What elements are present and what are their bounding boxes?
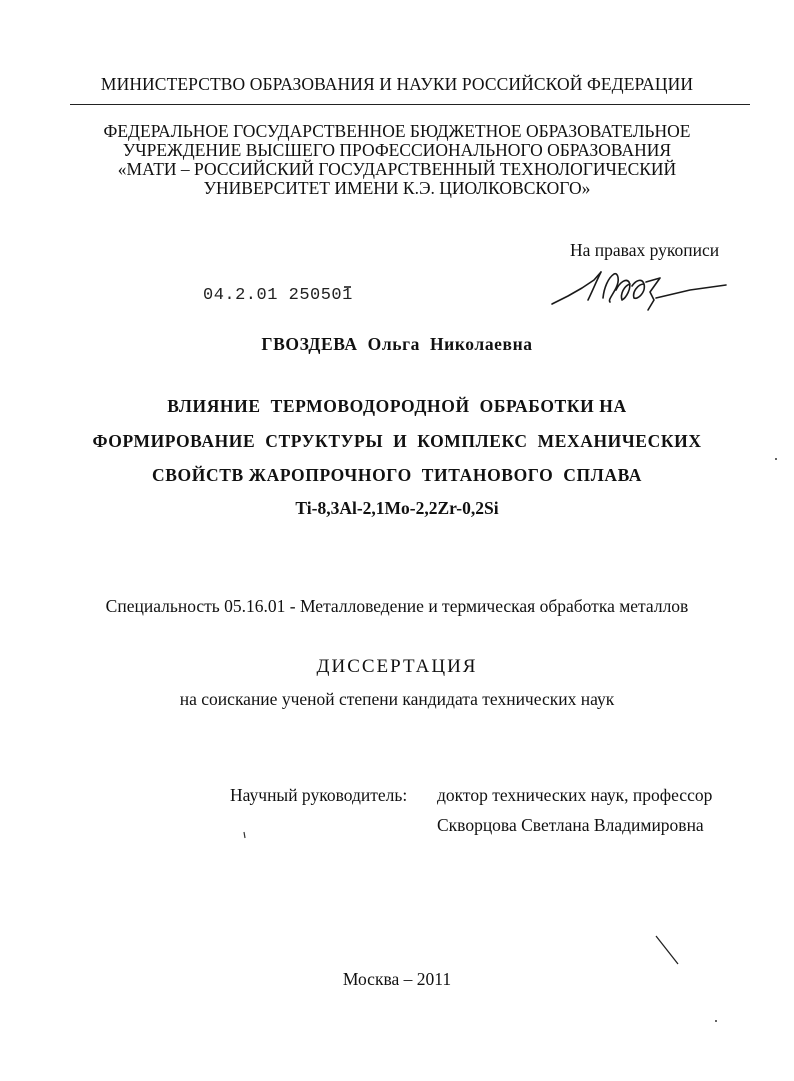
alloy-formula: Ti-8,3Al-2,1Mo-2,2Zr-0,2Si bbox=[295, 498, 499, 518]
city-year: Москва – 2011 bbox=[342, 969, 452, 989]
supervisor-name: Скворцова Светлана Владимировна bbox=[437, 815, 704, 835]
title-line-1: ВЛИЯНИЕ ТЕРМОВОДОРОДНОЙ ОБРАБОТКИ НА bbox=[167, 396, 627, 416]
manuscript-rights-label: На правах рукописи bbox=[570, 240, 720, 260]
institution-line-1: ФЕДЕРАЛЬНОЕ ГОСУДАРСТВЕННОЕ БЮДЖЕТНОЕ ОБРАЗОВАТЕЛЬНОЕ bbox=[103, 121, 691, 141]
supervisor-title: доктор технических наук, профессор bbox=[437, 785, 713, 805]
scan-speck bbox=[244, 832, 245, 838]
specialty: Специальность 05.16.01 - Металловедение и термическая обработка металлов bbox=[105, 596, 689, 616]
author-name: ГВОЗДЕВА Ольга Николаевна bbox=[261, 334, 533, 354]
document-type: ДИССЕРТАЦИЯ bbox=[316, 656, 478, 677]
institution-line-2: УЧРЕЖДЕНИЕ ВЫСШЕГО ПРОФЕССИОНАЛЬНОГО ОБРАЗОВАНИЯ bbox=[122, 140, 672, 160]
scan-speck bbox=[715, 1020, 717, 1022]
supervisor-label: Научный руководитель: bbox=[230, 785, 408, 805]
institution-line-4: УНИВЕРСИТЕТ ИМЕНИ К.Э. ЦИОЛКОВСКОГО» bbox=[203, 178, 591, 198]
ministry-name: МИНИСТЕРСТВО ОБРАЗОВАНИЯ И НАУКИ РОССИЙСКОЙ ФЕДЕРАЦИИ bbox=[100, 74, 694, 94]
signature bbox=[552, 272, 726, 310]
degree-sought: на соискание ученой степени кандидата технических наук bbox=[179, 689, 615, 709]
scan-speck bbox=[775, 458, 777, 460]
title-line-3: СВОЙСТВ ЖАРОПРОЧНОГО ТИТАНОВОГО СПЛАВА bbox=[152, 465, 642, 485]
registration-stamp: 04.2.01 250501 bbox=[203, 286, 353, 305]
pen-stroke-mark bbox=[656, 936, 678, 964]
title-line-2: ФОРМИРОВАНИЕ СТРУКТУРЫ И КОМПЛЕКС МЕХАНИЧЕСКИХ bbox=[92, 431, 702, 451]
institution-line-3: «МАТИ – РОССИЙСКИЙ ГОСУДАРСТВЕННЫЙ ТЕХНОЛОГИЧЕСКИЙ bbox=[117, 159, 677, 179]
